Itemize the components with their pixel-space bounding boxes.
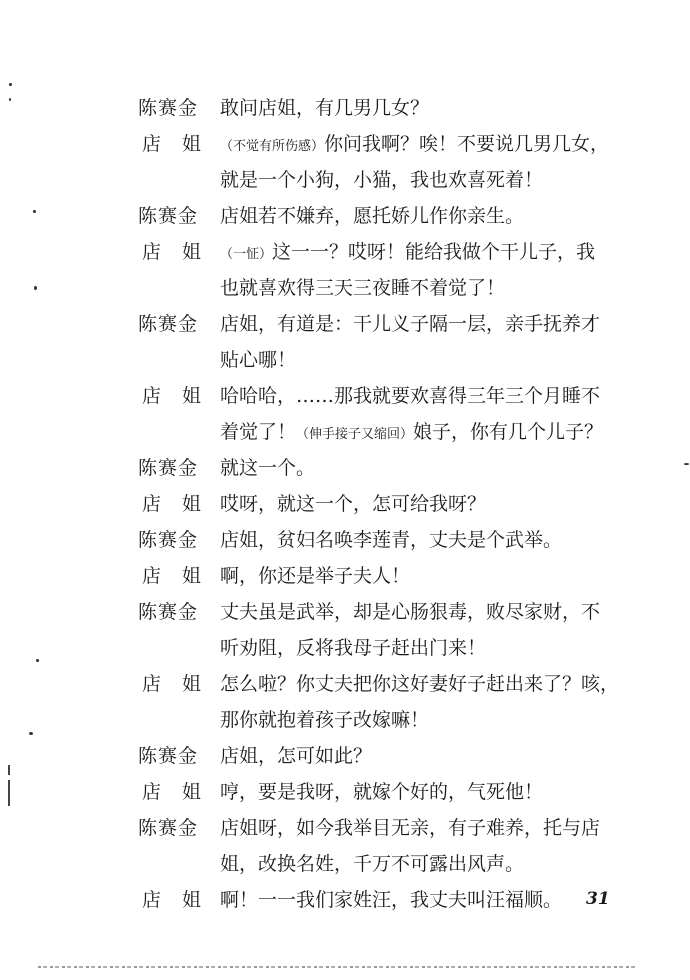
spoken-text: 这一一？哎呀！能给我做个干儿子，我 <box>272 241 596 263</box>
dialogue-line <box>138 630 638 666</box>
scan-edge-mark <box>8 780 10 806</box>
spoken-text: 就是一个小狗，小猫，我也欢喜死着！ <box>220 169 544 191</box>
spoken-text: 敢问店姐，有几男几女？ <box>220 97 430 119</box>
dialogue-line: 店 姐 （一怔）这一一？哎呀！能给我做个干儿子，我 <box>138 234 638 270</box>
spoken-text: 就这一个。 <box>220 457 316 479</box>
dialogue-line: 店 姐 啊，你还是举子夫人！ <box>138 558 638 594</box>
dialogue-text <box>220 882 562 918</box>
dialogue-text <box>220 306 600 342</box>
dialogue-text <box>220 774 543 810</box>
speaker-name: 陈赛金 <box>138 817 199 839</box>
spoken-text: 也就喜欢得三天三夜睡不着觉了！ <box>220 277 506 299</box>
scan-speck <box>9 83 12 86</box>
speaker-name: 陈赛金 <box>138 97 199 119</box>
dialogue-text <box>220 738 372 774</box>
dialogue-line <box>138 342 638 378</box>
dialogue-line: 店 姐 怎么啦？你丈夫把你这好妻好子赶出来了？咳， <box>138 666 638 702</box>
dialogue-text <box>220 630 486 666</box>
scan-speck <box>29 732 33 735</box>
dialogue-line <box>138 306 638 342</box>
spoken-text: 听劝阻，反将我母子赶出门来！ <box>220 637 487 659</box>
spoken-text: 怎么啦？你丈夫把你这好妻好子赶出来了？咳， <box>220 673 620 695</box>
dialogue-line: 店 姐 哎呀，就这一个，怎可给我呀？ <box>138 486 638 522</box>
speaker-name: 陈赛金 <box>138 313 199 335</box>
stage-direction: （伸手接子又缩回） <box>296 427 414 442</box>
spoken-text: 贴心哪！ <box>220 349 297 371</box>
scan-speck <box>36 659 39 662</box>
spoken-text: 店姐若不嫌弃，愿托娇儿作你亲生。 <box>220 205 525 227</box>
dialogue-text <box>220 270 505 306</box>
dialogue-line <box>138 702 638 738</box>
dialogue-line <box>138 450 638 486</box>
spoken-text: 啊，你还是举子夫人！ <box>220 565 411 587</box>
spoken-text: 哎呀，就这一个，怎可给我呀？ <box>220 493 487 515</box>
spoken-text: 哈哈哈，……那我就要欢喜得三年三个月睡不 <box>220 385 601 407</box>
spoken-text: 啊！一一我们家姓汪，我丈夫叫汪福顺。 <box>220 889 563 911</box>
spoken-text: 丈夫虽是武举，却是心肠狠毒，败尽家财，不 <box>220 601 601 623</box>
dialogue-text <box>220 522 562 558</box>
scan-speck <box>684 463 689 465</box>
stage-direction: （不觉有所伤感） <box>220 139 325 154</box>
dialogue-line <box>138 810 638 846</box>
dialogue-text <box>220 702 429 738</box>
script-dialogue <box>138 90 638 918</box>
dialogue-text <box>220 594 600 630</box>
speaker-name: 陈赛金 <box>138 205 199 227</box>
spoken-text: 着觉了！ <box>220 421 297 443</box>
dialogue-text <box>220 414 603 453</box>
spoken-text: 店姐，贫妇名唤李莲青，丈夫是个武举。 <box>220 529 563 551</box>
scan-speck <box>34 286 37 290</box>
dialogue-line <box>138 270 638 306</box>
dialogue-text <box>220 378 600 414</box>
scan-speck <box>33 210 36 213</box>
dialogue-line <box>138 198 638 234</box>
dialogue-line <box>138 90 638 126</box>
dialogue-line <box>138 846 638 882</box>
spoken-text: 店姐，有道是：干儿义子隔一层，亲手抚养才 <box>220 313 601 335</box>
dialogue-text <box>220 558 410 594</box>
dialogue-line <box>138 522 638 558</box>
scan-bottom-edge <box>38 966 638 968</box>
dialogue-line <box>138 162 638 198</box>
dialogue-line: 店 姐 （不觉有所伤感）你问我啊？唉！不要说几男几女， <box>138 126 638 162</box>
speaker-name: 陈赛金 <box>138 457 199 479</box>
dialogue-text <box>220 810 600 846</box>
dialogue-line <box>138 738 638 774</box>
dialogue-text <box>220 234 595 273</box>
spoken-text: 店姐，怎可如此？ <box>220 745 373 767</box>
dialogue-text <box>220 450 315 486</box>
spoken-text: 娘子，你有几个儿子？ <box>413 421 604 443</box>
page-number: 31 <box>586 889 610 909</box>
dialogue-text <box>220 198 524 234</box>
dialogue-text <box>220 486 486 522</box>
dialogue-text <box>220 126 609 165</box>
speaker-name: 陈赛金 <box>138 601 199 623</box>
scan-edge-mark <box>8 765 10 775</box>
dialogue-line <box>138 594 638 630</box>
dialogue-text <box>220 846 524 882</box>
spoken-text: 店姐呀，如今我举目无亲，有子难养，托与店 <box>220 817 601 839</box>
stage-direction: （一怔） <box>220 247 273 262</box>
dialogue-text <box>220 162 543 198</box>
dialogue-line: 店 姐 哈哈哈，……那我就要欢喜得三年三个月睡不 <box>138 378 638 414</box>
spoken-text: 哼，要是我呀，就嫁个好的，气死他！ <box>220 781 544 803</box>
spoken-text: 那你就抱着孩子改嫁嘛！ <box>220 709 430 731</box>
dialogue-text <box>220 666 619 702</box>
speaker-name: 陈赛金 <box>138 529 199 551</box>
dialogue-text <box>220 90 429 126</box>
dialogue-line: 店 姐 啊！一一我们家姓汪，我丈夫叫汪福顺。 <box>138 882 638 918</box>
dialogue-line <box>138 414 638 450</box>
dialogue-text <box>220 342 296 378</box>
spoken-text: 你问我啊？唉！不要说几男几女， <box>324 133 610 155</box>
dialogue-line: 店 姐 哼，要是我呀，就嫁个好的，气死他！ <box>138 774 638 810</box>
scan-speck <box>9 98 11 101</box>
spoken-text: 姐，改换名姓，千万不可露出风声。 <box>220 853 525 875</box>
speaker-name: 陈赛金 <box>138 745 199 767</box>
